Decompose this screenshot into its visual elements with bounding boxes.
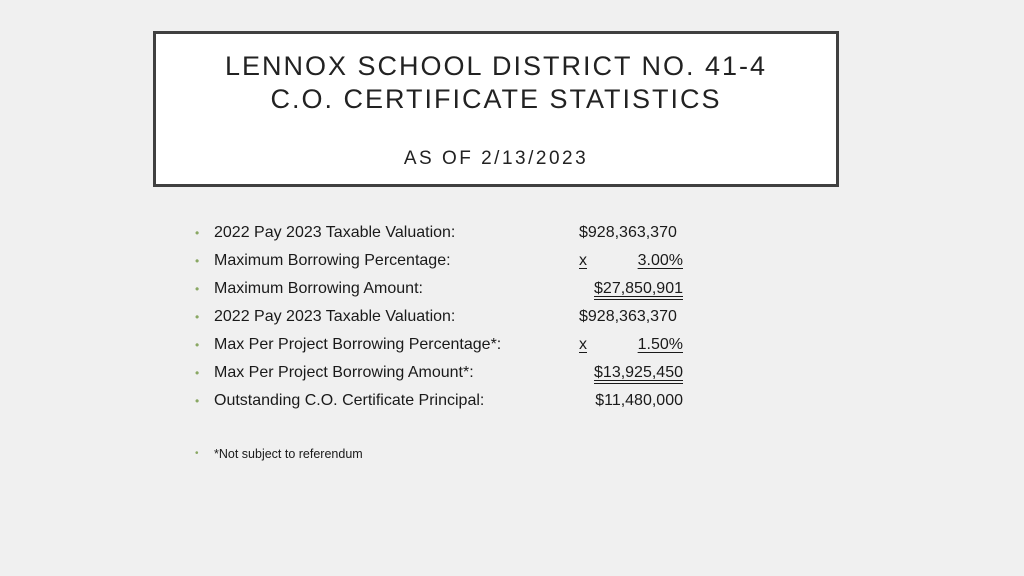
title-box <box>153 31 839 187</box>
statistics-list <box>195 221 715 417</box>
stat-value <box>579 249 683 273</box>
multiplier-sign: x <box>579 336 587 353</box>
stat-label: Max Per Project Borrowing Percentage*: <box>214 336 502 353</box>
stat-row-taxable-valuation-2 <box>195 305 715 333</box>
stat-label: Outstanding C.O. Certificate Principal: <box>214 392 485 409</box>
stat-label: Maximum Borrowing Amount: <box>214 280 423 297</box>
bullet-icon: • <box>195 448 199 459</box>
stat-label: 2022 Pay 2023 Taxable Valuation: <box>214 308 456 325</box>
bullet-icon: • <box>195 310 200 324</box>
amount-value: $27,850,901 <box>594 280 683 297</box>
date-subtitle: AS OF 2/13/2023 <box>403 148 589 169</box>
stat-value <box>579 277 683 301</box>
percentage-value: 1.50% <box>637 336 683 353</box>
stat-value <box>579 361 683 385</box>
bullet-icon: • <box>195 254 200 268</box>
stat-value: $928,363,370 <box>579 224 677 241</box>
bullet-icon: • <box>195 282 200 296</box>
bullet-icon: • <box>195 226 200 240</box>
stat-row-taxable-valuation <box>195 221 715 249</box>
bullet-icon: • <box>195 366 200 380</box>
bullet-icon: • <box>195 338 200 352</box>
percentage-value: 3.00% <box>637 252 683 269</box>
stat-value: $928,363,370 <box>579 308 677 325</box>
stat-label: Max Per Project Borrowing Amount*: <box>214 364 474 381</box>
title-line-2: C.O. CERTIFICATE STATISTICS <box>270 84 722 114</box>
stat-row-max-project-amount <box>195 361 715 389</box>
stat-row-max-borrowing-amount <box>195 277 715 305</box>
stat-label: 2022 Pay 2023 Taxable Valuation: <box>214 224 456 241</box>
footnote-text: *Not subject to referendum <box>214 447 363 461</box>
stat-row-outstanding-principal <box>195 389 715 417</box>
bullet-icon: • <box>195 394 200 408</box>
amount-value: $13,925,450 <box>594 364 683 381</box>
stat-row-max-borrowing-percentage <box>195 249 715 277</box>
stat-row-max-project-percentage <box>195 333 715 361</box>
stat-label: Maximum Borrowing Percentage: <box>214 252 451 269</box>
multiplier-sign: x <box>579 252 587 269</box>
stat-value: $11,480,000 <box>595 392 683 409</box>
title-line-1: LENNOX SCHOOL DISTRICT NO. 41-4 <box>224 51 768 81</box>
stat-value <box>579 333 683 357</box>
